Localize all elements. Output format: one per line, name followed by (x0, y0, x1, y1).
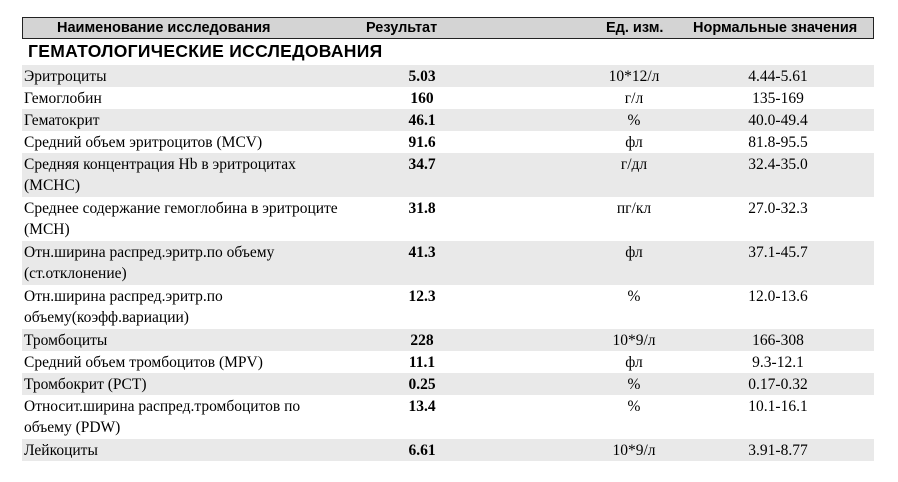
test-unit: фл (625, 354, 643, 371)
test-norm: 9.3-12.1 (752, 354, 804, 371)
test-result: 0.25 (408, 376, 436, 393)
test-name: Отн.ширина распред.эритр.по объему (ст.отклонение) (24, 244, 275, 282)
header-result: Результат (366, 20, 438, 36)
test-unit: % (627, 112, 641, 129)
table-row (22, 131, 874, 153)
test-unit: фл (625, 244, 643, 261)
test-norm: 32.4-35.0 (748, 156, 808, 173)
test-result: 31.8 (408, 200, 436, 217)
header-unit: Ед. изм. (606, 20, 664, 36)
test-name: Эритроциты (24, 68, 107, 85)
table-row (22, 439, 874, 461)
test-norm: 4.44-5.61 (748, 68, 808, 85)
test-result: 41.3 (408, 244, 436, 261)
table-row (22, 329, 874, 351)
header-norm: Нормальные значения (693, 20, 858, 36)
test-result: 13.4 (408, 398, 436, 415)
table-row (22, 241, 874, 285)
test-unit: % (627, 376, 641, 393)
test-norm: 12.0-13.6 (748, 288, 808, 305)
test-unit: фл (625, 134, 643, 151)
test-unit: 10*9/л (612, 332, 656, 349)
table-header (22, 17, 874, 39)
test-norm: 3.91-8.77 (748, 442, 808, 459)
table-row (22, 285, 874, 329)
test-name: Гемоглобин (24, 90, 102, 107)
test-name: Относит.ширина распред.тромбоцитов по объему (PDW) (24, 398, 301, 436)
test-result: 12.3 (408, 288, 436, 305)
test-result: 228 (410, 332, 434, 349)
table-row (22, 153, 874, 197)
test-result: 160 (410, 90, 434, 107)
test-unit: пг/кл (616, 200, 652, 217)
table-row (22, 65, 874, 87)
test-norm: 81.8-95.5 (748, 134, 808, 151)
test-unit: 10*12/л (608, 68, 660, 85)
test-result: 34.7 (408, 156, 436, 173)
test-norm: 37.1-45.7 (748, 244, 808, 261)
table-row (22, 87, 874, 109)
header-name: Наименование исследования (57, 20, 271, 36)
test-result: 11.1 (408, 354, 436, 371)
table-row (22, 373, 874, 395)
table-row (22, 197, 874, 241)
test-norm: 166-308 (752, 332, 804, 349)
test-name: Среднее содержание гемоглобина в эритроците (MCH) (24, 200, 338, 238)
test-result: 6.61 (408, 442, 436, 459)
table-row (22, 109, 874, 131)
test-name: Средний объем эритроцитов (MCV) (24, 134, 263, 151)
table-row (22, 395, 874, 439)
test-name: Средний объем тромбоцитов (MPV) (24, 354, 263, 371)
test-name: Тромбоциты (24, 332, 108, 349)
results-table (22, 65, 874, 461)
test-result: 5.03 (408, 68, 436, 85)
section-title: ГЕМАТОЛОГИЧЕСКИЕ ИССЛЕДОВАНИЯ (28, 41, 383, 61)
test-unit: % (627, 288, 641, 305)
test-norm: 27.0-32.3 (748, 200, 808, 217)
test-name: Тромбокрит (PCT) (24, 376, 147, 393)
test-unit: г/дл (620, 156, 648, 173)
table-row (22, 351, 874, 373)
test-unit: % (627, 398, 641, 415)
test-result: 46.1 (408, 112, 436, 129)
test-name: Отн.ширина распред.эритр.по объему(коэфф.вариации) (24, 288, 223, 326)
test-norm: 0.17-0.32 (748, 376, 808, 393)
test-unit: г/л (624, 90, 644, 107)
test-result: 91.6 (408, 134, 436, 151)
test-name: Лейкоциты (24, 442, 98, 459)
test-norm: 40.0-49.4 (748, 112, 808, 129)
test-name: Средняя концентрация Hb в эритроцитах (MCHC) (24, 156, 296, 194)
test-unit: 10*9/л (612, 442, 656, 459)
test-name: Гематокрит (24, 112, 100, 129)
test-norm: 135-169 (752, 90, 804, 107)
test-norm: 10.1-16.1 (748, 398, 808, 415)
